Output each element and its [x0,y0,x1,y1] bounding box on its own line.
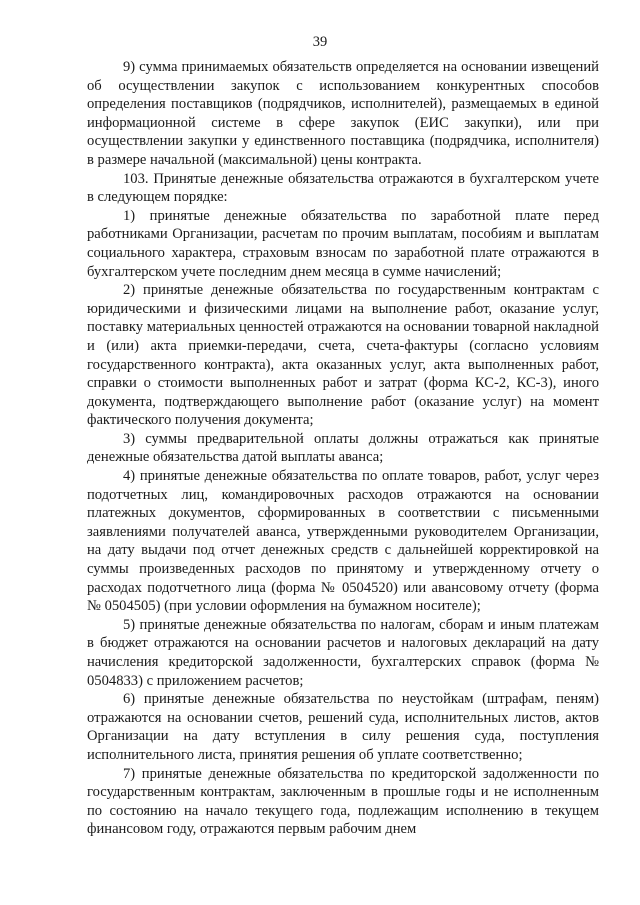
paragraph-5-taxes: 5) принятые денежные обязательства по налогам, сборам и иным платежам в бюджет отражаются на основании расчетов и налоговых деклараций на дату начисления кредиторской задолженности, бухгалтерских справок (форма № 0504833) с приложением расчетов; [87,616,599,689]
paragraph-6-penalties: 6) принятые денежные обязательства по неустойкам (штрафам, пеням) отражаются на основании счетов, решений суда, исполнительных листов, актов Организации на дату вступления в силу решения суда, поступления исполнительного листа, принятия решения об уплате соответственно; [87,691,599,763]
paragraph-7-payables: 7) принятые денежные обязательства по кредиторской задолженности по государственным контрактам, заключенным в прошлые годы и не исполненным по состоянию на начало текущего года, подлежащим исполнению в текущем финансовом году, отражаются первым рабочим днем [87,765,599,838]
paragraph-2-state-contracts: 2) принятые денежные обязательства по государственным контрактам с юридическими и физическими лицами на выполнение работ, оказание услуг, поставку материальных ценностей отражаются на основании товарной накладной и (или) акта приемки-передачи, счета, счета-фактуры (согласно условиям государственного контракта), акта оказанных услуг, акта выполненных работ, справки о стоимости выполненных работ и затрат (форма КС-2, КС-3), иного документа, подтверждающего выполнение работ (оказание услуг) на момент фактического получения документа; [87,282,599,429]
paragraph-4-accountable-persons: 4) принятые денежные обязательства по оплате товаров, работ, услуг через подотчетных лиц, командировочных расходов отражаются на основании платежных документов, сформированных в соответствии с письменными заявлениями получателей аванса, утвержденными руководителем Организации, на дату выдачи под отчет денежных средств с дальнейшей корректировкой на суммы произведенных расходов по принятому и утвержденному отчету о расходах подотчетного лица (форма № 0504520) или авансовому отчету (форма № 0504505) (при условии оформления на бумажном носителе); [87,468,599,615]
paragraph-1-salary: 1) принятые денежные обязательства по заработной плате перед работниками Организации, расчетам по прочим выплатам, пособиям и выплатам социального характера, страховым взносам по заработной плате отражаются в бухгалтерском учете последним днем месяца в сумме начислений; [87,207,599,280]
paragraph-3-prepayment: 3) суммы предварительной оплаты должны отражаться как принятые денежные обязательства датой выплаты аванса; [87,430,599,466]
document-body [87,58,599,839]
paragraph-9-commitment-amount: 9) сумма принимаемых обязательств определяется на основании извещений об осуществлении закупок с использованием конкурентных способов определения поставщиков (подрядчиков, исполнителей), размещаемых в единой информационной системе в сфере закупок (ЕИС закупки), или при осуществлении закупки у единственного поставщика (подрядчика, исполнителя) в размере начальной (максимальной) цены контракта. [87,59,599,168]
page-number: 39 [312,34,328,50]
paragraph-103-heading: 103. Принятые денежные обязательства отражаются в бухгалтерском учете в следующем порядке: [87,170,599,206]
